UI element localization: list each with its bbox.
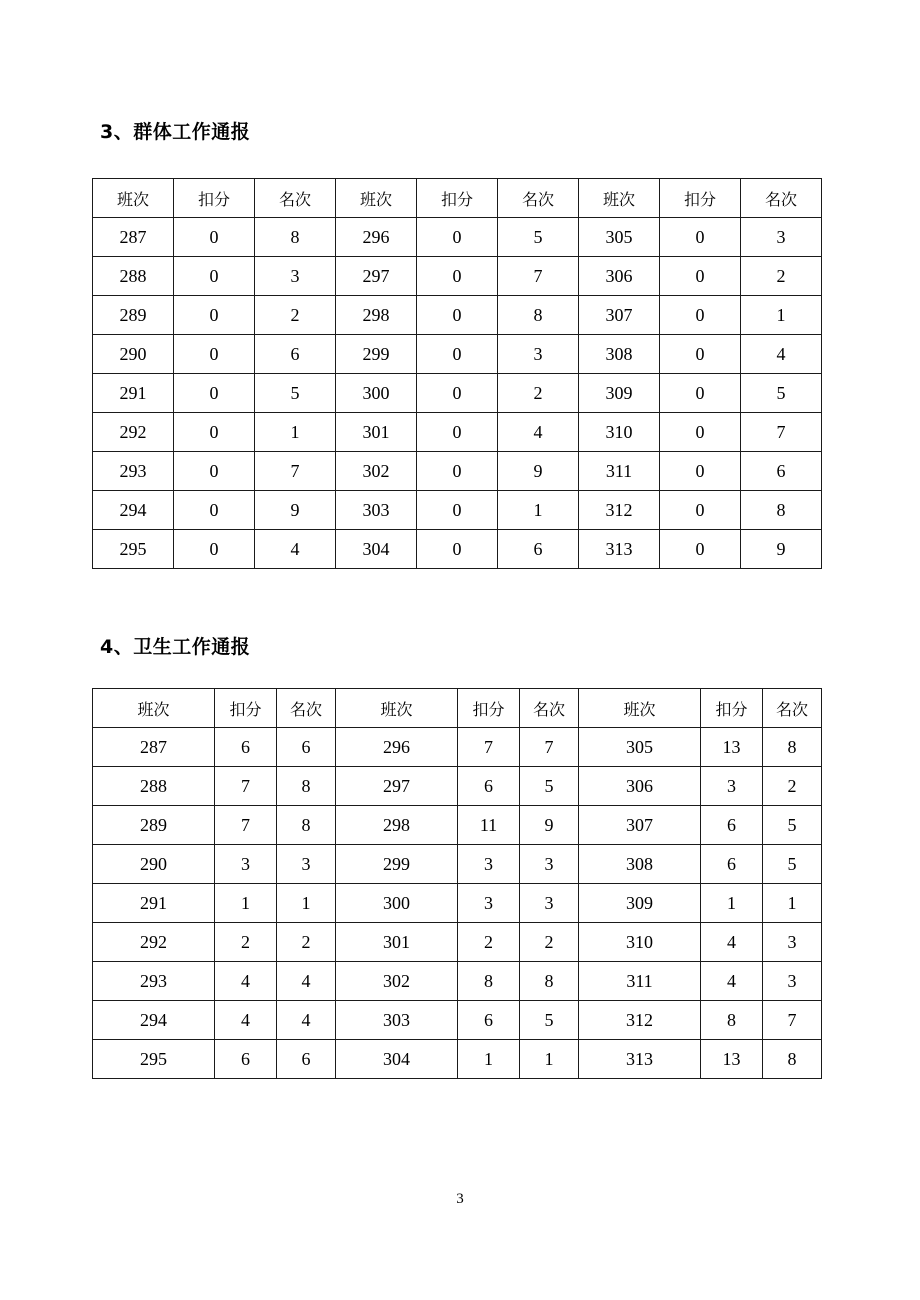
cell-class: 302 (336, 452, 417, 491)
cell-deduct: 7 (215, 767, 277, 806)
column-header-deduct-2: 扣分 (417, 179, 498, 218)
table-row (93, 806, 822, 845)
cell-deduct: 13 (701, 1040, 763, 1079)
cell-class: 291 (93, 884, 215, 923)
cell-class: 301 (336, 923, 458, 962)
cell-deduct: 1 (701, 884, 763, 923)
cell-class: 290 (93, 335, 174, 374)
cell-deduct: 6 (458, 767, 520, 806)
cell-class: 295 (93, 530, 174, 569)
cell-rank: 5 (520, 1001, 579, 1040)
cell-rank: 5 (763, 845, 822, 884)
cell-deduct: 6 (701, 806, 763, 845)
cell-class: 313 (579, 530, 660, 569)
cell-rank: 8 (520, 962, 579, 1001)
cell-deduct: 0 (660, 452, 741, 491)
cell-deduct: 13 (701, 728, 763, 767)
cell-deduct: 6 (215, 728, 277, 767)
table-header-row (93, 179, 822, 218)
cell-class: 313 (579, 1040, 701, 1079)
table-row (93, 1040, 822, 1079)
cell-deduct: 3 (458, 845, 520, 884)
cell-deduct: 0 (417, 413, 498, 452)
cell-rank: 8 (277, 806, 336, 845)
cell-class: 301 (336, 413, 417, 452)
cell-class: 293 (93, 962, 215, 1001)
cell-class: 311 (579, 962, 701, 1001)
cell-class: 312 (579, 491, 660, 530)
cell-class: 310 (579, 413, 660, 452)
cell-class: 289 (93, 296, 174, 335)
table-row (93, 962, 822, 1001)
cell-class: 295 (93, 1040, 215, 1079)
cell-rank: 8 (741, 491, 822, 530)
cell-class: 307 (579, 806, 701, 845)
cell-deduct: 0 (174, 530, 255, 569)
cell-class: 305 (579, 218, 660, 257)
cell-deduct: 8 (458, 962, 520, 1001)
cell-class: 299 (336, 335, 417, 374)
cell-class: 312 (579, 1001, 701, 1040)
cell-rank: 1 (763, 884, 822, 923)
cell-deduct: 7 (215, 806, 277, 845)
cell-rank: 1 (255, 413, 336, 452)
column-header-deduct-3: 扣分 (660, 179, 741, 218)
cell-rank: 4 (498, 413, 579, 452)
cell-deduct: 0 (660, 491, 741, 530)
cell-deduct: 3 (215, 845, 277, 884)
cell-class: 307 (579, 296, 660, 335)
cell-class: 304 (336, 1040, 458, 1079)
cell-class: 287 (93, 728, 215, 767)
cell-rank: 2 (741, 257, 822, 296)
cell-rank: 2 (255, 296, 336, 335)
cell-deduct: 3 (458, 884, 520, 923)
table-row (93, 374, 822, 413)
cell-class: 306 (579, 767, 701, 806)
column-header-deduct-1: 扣分 (215, 689, 277, 728)
cell-rank: 9 (520, 806, 579, 845)
cell-rank: 2 (277, 923, 336, 962)
cell-deduct: 0 (417, 296, 498, 335)
cell-deduct: 0 (660, 296, 741, 335)
cell-rank: 8 (763, 1040, 822, 1079)
column-header-deduct-2: 扣分 (458, 689, 520, 728)
cell-rank: 5 (741, 374, 822, 413)
cell-rank: 2 (498, 374, 579, 413)
hygiene-work-report-table (92, 688, 822, 1079)
cell-deduct: 0 (417, 452, 498, 491)
cell-rank: 6 (277, 1040, 336, 1079)
cell-rank: 3 (520, 884, 579, 923)
column-header-class-1: 班次 (93, 689, 215, 728)
column-header-deduct-1: 扣分 (174, 179, 255, 218)
column-header-class-2: 班次 (336, 689, 458, 728)
table-header-row (93, 689, 822, 728)
cell-class: 298 (336, 806, 458, 845)
cell-deduct: 0 (174, 452, 255, 491)
cell-deduct: 0 (174, 491, 255, 530)
cell-class: 294 (93, 1001, 215, 1040)
cell-rank: 3 (520, 845, 579, 884)
cell-class: 303 (336, 491, 417, 530)
cell-rank: 3 (763, 923, 822, 962)
cell-class: 303 (336, 1001, 458, 1040)
cell-deduct: 6 (701, 845, 763, 884)
column-header-rank-3: 名次 (763, 689, 822, 728)
cell-deduct: 0 (660, 335, 741, 374)
cell-rank: 6 (741, 452, 822, 491)
cell-class: 288 (93, 257, 174, 296)
cell-class: 296 (336, 728, 458, 767)
cell-deduct: 1 (215, 884, 277, 923)
cell-deduct: 0 (417, 257, 498, 296)
cell-deduct: 8 (701, 1001, 763, 1040)
table-row (93, 1001, 822, 1040)
table-row (93, 413, 822, 452)
column-header-rank-1: 名次 (277, 689, 336, 728)
cell-deduct: 0 (417, 374, 498, 413)
page-number: 3 (456, 1191, 464, 1207)
table-row (93, 296, 822, 335)
table-row (93, 452, 822, 491)
cell-rank: 3 (255, 257, 336, 296)
cell-deduct: 2 (458, 923, 520, 962)
cell-rank: 6 (255, 335, 336, 374)
cell-deduct: 4 (215, 1001, 277, 1040)
cell-rank: 3 (277, 845, 336, 884)
cell-rank: 7 (498, 257, 579, 296)
cell-class: 304 (336, 530, 417, 569)
cell-rank: 9 (741, 530, 822, 569)
column-header-deduct-3: 扣分 (701, 689, 763, 728)
cell-class: 298 (336, 296, 417, 335)
cell-class: 291 (93, 374, 174, 413)
cell-deduct: 0 (660, 374, 741, 413)
cell-deduct: 0 (660, 530, 741, 569)
cell-rank: 2 (763, 767, 822, 806)
cell-deduct: 0 (174, 257, 255, 296)
table-row (93, 335, 822, 374)
cell-rank: 3 (763, 962, 822, 1001)
cell-rank: 8 (763, 728, 822, 767)
cell-deduct: 6 (215, 1040, 277, 1079)
cell-deduct: 6 (458, 1001, 520, 1040)
cell-rank: 9 (255, 491, 336, 530)
cell-deduct: 0 (660, 218, 741, 257)
cell-deduct: 3 (701, 767, 763, 806)
cell-class: 287 (93, 218, 174, 257)
cell-class: 309 (579, 374, 660, 413)
cell-deduct: 0 (417, 491, 498, 530)
cell-rank: 4 (255, 530, 336, 569)
cell-rank: 3 (498, 335, 579, 374)
cell-rank: 1 (520, 1040, 579, 1079)
section-heading-group-work: 3、群体工作通报 (100, 121, 251, 143)
cell-class: 294 (93, 491, 174, 530)
cell-class: 306 (579, 257, 660, 296)
column-header-rank-3: 名次 (741, 179, 822, 218)
group-work-report-table (92, 178, 822, 569)
cell-rank: 5 (255, 374, 336, 413)
cell-deduct: 0 (660, 257, 741, 296)
cell-class: 297 (336, 257, 417, 296)
cell-rank: 7 (763, 1001, 822, 1040)
column-header-class-3: 班次 (579, 689, 701, 728)
cell-deduct: 0 (174, 413, 255, 452)
cell-deduct: 0 (174, 218, 255, 257)
cell-rank: 1 (498, 491, 579, 530)
cell-class: 292 (93, 413, 174, 452)
cell-deduct: 4 (215, 962, 277, 1001)
cell-deduct: 0 (174, 374, 255, 413)
table-row (93, 767, 822, 806)
cell-class: 308 (579, 845, 701, 884)
column-header-rank-2: 名次 (520, 689, 579, 728)
column-header-rank-2: 名次 (498, 179, 579, 218)
cell-rank: 2 (520, 923, 579, 962)
table-row (93, 491, 822, 530)
cell-rank: 7 (520, 728, 579, 767)
table-row (93, 257, 822, 296)
cell-class: 290 (93, 845, 215, 884)
cell-deduct: 4 (701, 923, 763, 962)
table-row (93, 884, 822, 923)
cell-class: 300 (336, 884, 458, 923)
cell-class: 309 (579, 884, 701, 923)
cell-class: 288 (93, 767, 215, 806)
column-header-class-1: 班次 (93, 179, 174, 218)
column-header-class-2: 班次 (336, 179, 417, 218)
cell-rank: 1 (277, 884, 336, 923)
column-header-rank-1: 名次 (255, 179, 336, 218)
cell-rank: 4 (277, 962, 336, 1001)
cell-class: 310 (579, 923, 701, 962)
cell-deduct: 1 (458, 1040, 520, 1079)
cell-class: 300 (336, 374, 417, 413)
cell-rank: 8 (277, 767, 336, 806)
cell-rank: 7 (255, 452, 336, 491)
cell-rank: 5 (763, 806, 822, 845)
cell-rank: 4 (277, 1001, 336, 1040)
table-row (93, 845, 822, 884)
column-header-class-3: 班次 (579, 179, 660, 218)
table-row (93, 218, 822, 257)
cell-deduct: 0 (174, 296, 255, 335)
cell-deduct: 4 (701, 962, 763, 1001)
cell-rank: 8 (498, 296, 579, 335)
cell-rank: 6 (498, 530, 579, 569)
table-row (93, 530, 822, 569)
cell-rank: 4 (741, 335, 822, 374)
cell-deduct: 0 (660, 413, 741, 452)
cell-class: 311 (579, 452, 660, 491)
cell-deduct: 2 (215, 923, 277, 962)
cell-class: 289 (93, 806, 215, 845)
cell-class: 293 (93, 452, 174, 491)
cell-rank: 8 (255, 218, 336, 257)
cell-deduct: 7 (458, 728, 520, 767)
cell-class: 299 (336, 845, 458, 884)
cell-class: 305 (579, 728, 701, 767)
cell-deduct: 0 (417, 218, 498, 257)
cell-class: 296 (336, 218, 417, 257)
cell-deduct: 0 (174, 335, 255, 374)
cell-class: 302 (336, 962, 458, 1001)
cell-rank: 3 (741, 218, 822, 257)
table-row (93, 728, 822, 767)
cell-class: 308 (579, 335, 660, 374)
cell-deduct: 0 (417, 335, 498, 374)
cell-deduct: 0 (417, 530, 498, 569)
table-row (93, 923, 822, 962)
cell-rank: 9 (498, 452, 579, 491)
cell-rank: 6 (277, 728, 336, 767)
section-heading-hygiene-work: 4、卫生工作通报 (100, 636, 251, 658)
cell-class: 292 (93, 923, 215, 962)
cell-rank: 5 (520, 767, 579, 806)
cell-deduct: 11 (458, 806, 520, 845)
cell-rank: 5 (498, 218, 579, 257)
cell-rank: 7 (741, 413, 822, 452)
cell-class: 297 (336, 767, 458, 806)
cell-rank: 1 (741, 296, 822, 335)
